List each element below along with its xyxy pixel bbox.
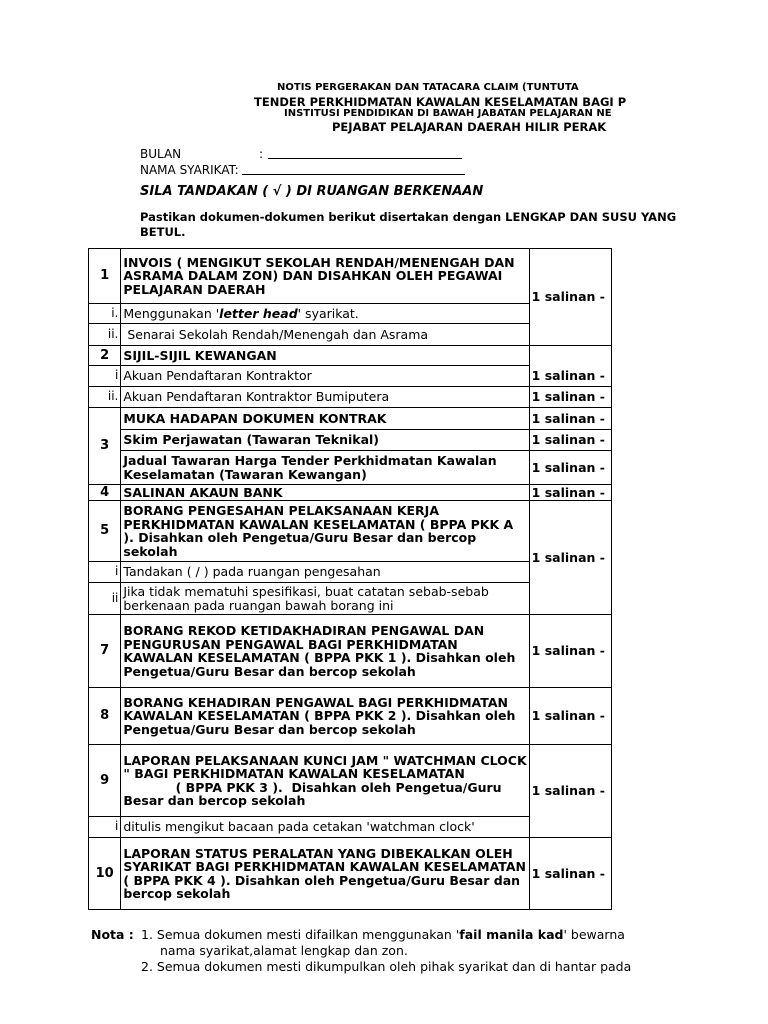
- row-number: 2: [89, 346, 121, 366]
- row-number: ii.: [89, 387, 121, 408]
- row-number: 8: [89, 688, 121, 745]
- row-description: Jadual Tawaran Harga Tender Perkhidmatan Kawalan Keselamatan (Tawaran Kewangan): [121, 451, 529, 485]
- row-number: i: [89, 562, 121, 583]
- row-description: ditulis mengikut bacaan pada cetakan 'watchman clock': [121, 817, 529, 838]
- table-row: [89, 387, 612, 408]
- table-row: [89, 366, 612, 387]
- syarikat-field[interactable]: [242, 164, 465, 175]
- row-number: 1: [89, 249, 121, 304]
- row-description: Skim Perjawatan (Tawaran Teknikal): [121, 430, 529, 451]
- table-row: [89, 249, 612, 304]
- table-row: [89, 838, 612, 910]
- row-description: Akuan Pendaftaran Kontraktor: [121, 366, 529, 387]
- copy-count: 1 salinan -: [529, 366, 611, 387]
- row-number: 4: [89, 485, 121, 501]
- row-number: i.: [89, 304, 121, 324]
- header-line-2: TENDER PERKHIDMATAN KAWALAN KESELAMATAN BAGI P: [254, 95, 627, 109]
- row-number: ii.: [89, 324, 121, 346]
- bulan-colon: :: [259, 147, 264, 161]
- nota-item-2: 2. Semua dokumen mesti dikumpulkan oleh pihak syarikat dan di hantar pada: [141, 959, 632, 974]
- table-row: [89, 745, 612, 817]
- table-row: [89, 430, 612, 451]
- header-line-4: PEJABAT PELAJARAN DAERAH HILIR PERAK: [332, 120, 607, 134]
- row-description: Tandakan ( / ) pada ruangan pengesahan: [121, 562, 529, 583]
- copy-count: 1 salinan -: [529, 451, 611, 485]
- table-row: [89, 501, 612, 562]
- row-number: 3: [89, 408, 121, 485]
- bulan-field[interactable]: [268, 148, 462, 159]
- copy-count: 1 salinan -: [529, 838, 611, 910]
- copy-count: 1 salinan -: [529, 485, 611, 501]
- copy-count: 1 salinan -: [529, 688, 611, 745]
- row-number: i: [89, 366, 121, 387]
- description-line: ( BPPA PKK 3 ). Disahkan oleh Pengetua/Guru: [123, 779, 502, 795]
- row-description: BORANG PENGESAHAN PELAKSANAAN KERJA PERKHIDMATAN KAWALAN KESELAMATAN ( BPPA PKK A ). Disahkan oleh Pengetua/Guru Besar dan bercop sekolah: [121, 501, 529, 562]
- table-row: [89, 346, 612, 366]
- row-description: Akuan Pendaftaran Kontraktor Bumiputera: [121, 387, 529, 408]
- row-number: 10: [89, 838, 121, 910]
- pastikan-text: Pastikan dokumen-dokumen berikut disertakan dengan LENGKAP DAN SUSU YANG BETUL.: [140, 210, 677, 239]
- header-line-3: INSTITUSI PENDIDIKAN DI BAWAH JABATAN PELAJARAN NE: [284, 108, 612, 119]
- copy-count: 1 salinan -: [529, 387, 611, 408]
- copy-count: 1 salinan -: [529, 501, 611, 615]
- bulan-label: BULAN: [140, 147, 182, 161]
- syarikat-label: NAMA SYARIKAT:: [140, 163, 239, 177]
- copy-count: 1 salinan -: [529, 408, 611, 430]
- description-line: " BAGI PERKHIDMATAN KAWALAN KESELAMATAN: [123, 766, 465, 781]
- text-emphasis: fail manila kad: [459, 927, 564, 942]
- row-description: BORANG KEHADIRAN PENGAWAL BAGI PERKHIDMATAN KAWALAN KESELAMATAN ( BPPA PKK 2 ). Disahkan oleh Pengetua/Guru Besar dan bercop sekolah: [121, 688, 529, 745]
- nota-item-1-line-2: nama syarikat,alamat lengkap dan zon.: [160, 943, 408, 958]
- text-part: ' syarikat.: [297, 305, 359, 321]
- row-description: INVOIS ( MENGIKUT SEKOLAH RENDAH/MENENGAH DAN ASRAMA DALAM ZON) DAN DISAHKAN OLEH PEGAWAI PELAJARAN DAERAH: [121, 249, 529, 304]
- copy-count: 1 salinan -: [529, 249, 611, 346]
- copy-count: 1 salinan -: [529, 745, 611, 838]
- row-number: 5: [89, 501, 121, 562]
- instruction: SILA TANDAKAN ( √ ) DI RUANGAN BERKENAAN: [140, 184, 484, 199]
- row-description: LAPORAN STATUS PERALATAN YANG DIBEKALKAN OLEH SYARIKAT BAGI PERKHIDMATAN KAWALAN KESELAMATAN ( BPPA PKK 4 ). Disahkan oleh Pengetua/Guru Besar dan bercop sekolah: [121, 838, 529, 910]
- row-number: i: [89, 817, 121, 838]
- text-part: Menggunakan ': [123, 305, 220, 321]
- document-checklist-table: [88, 248, 612, 910]
- description-line: LAPORAN PELAKSANAAN KUNCI JAM " WATCHMAN CLOCK: [123, 752, 527, 768]
- row-number: 9: [89, 745, 121, 817]
- nota-label: Nota :: [91, 927, 134, 942]
- row-description: SALINAN AKAUN BANK: [121, 485, 529, 501]
- row-description: SIJIL-SIJIL KEWANGAN: [121, 346, 529, 366]
- table-row: [89, 485, 612, 501]
- copy-count: 1 salinan -: [529, 430, 611, 451]
- row-number: 7: [89, 615, 121, 688]
- empty-cell: [529, 346, 611, 366]
- row-description: MUKA HADAPAN DOKUMEN KONTRAK: [121, 408, 529, 430]
- header-line-1: NOTIS PERGERAKAN DAN TATACARA CLAIM (TUNTUTA: [277, 82, 579, 93]
- row-description: Senarai Sekolah Rendah/Menengah dan Asrama: [121, 324, 529, 346]
- row-description: Jika tidak mematuhi spesifikasi, buat catatan sebab-sebab berkenaan pada ruangan bawah borang ini: [121, 583, 529, 615]
- table-row: [89, 451, 612, 485]
- table-row: [89, 408, 612, 430]
- nota-item-1: [141, 927, 625, 942]
- row-description: BORANG REKOD KETIDAKHADIRAN PENGAWAL DAN PENGURUSAN PENGAWAL BAGI PERKHIDMATAN KAWALAN KESELAMATAN ( BPPA PKK 1 ). Disahkan oleh Pengetua/Guru Besar dan bercop sekolah: [121, 615, 529, 688]
- row-description: [121, 745, 529, 817]
- text-part: 1. Semua dokumen mesti difailkan menggunakan ': [141, 927, 460, 942]
- table-row: [89, 688, 612, 745]
- description-line: Besar dan bercop sekolah: [123, 793, 306, 808]
- row-number: ii: [89, 583, 121, 615]
- row-description: [121, 304, 529, 324]
- text-emphasis: letter head: [219, 305, 298, 321]
- text-part: ' bewarna: [563, 927, 625, 942]
- copy-count: 1 salinan -: [529, 615, 611, 688]
- table-row: [89, 615, 612, 688]
